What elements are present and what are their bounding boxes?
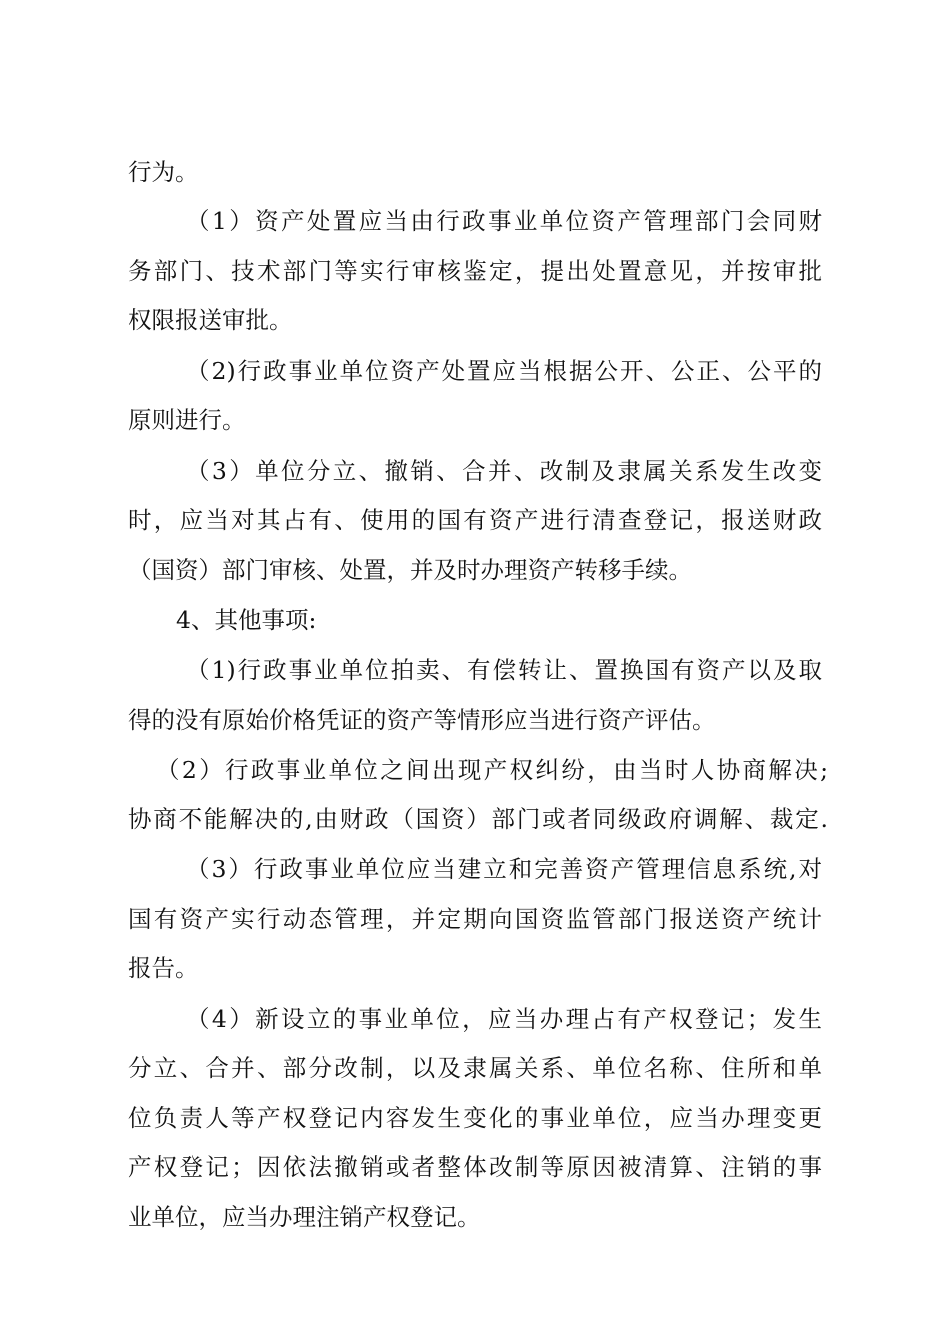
text-line: 国有资产实行动态管理，并定期向国资监管部门报送资产统计 (128, 905, 822, 933)
text-line: （2)行政事业单位资产处置应当根据公开、公正、公平的 (186, 357, 822, 385)
text-line: 得的没有原始价格凭证的资产等情形应当进行资产评估。 (128, 706, 716, 734)
text-line: 原则进行。 (128, 406, 246, 434)
text-line: 分立、合并、部分改制，以及隶属关系、单位名称、住所和单 (128, 1054, 822, 1082)
text-line: 权限报送审批。 (128, 306, 293, 334)
text-line: （1)行政事业单位拍卖、有偿转让、置换国有资产以及取 (186, 656, 822, 684)
text-line: 产权登记；因依法撤销或者整体改制等原因被清算、注销的事 (128, 1153, 822, 1181)
text-line: （4）新设立的事业单位，应当办理占有产权登记；发生 (186, 1005, 822, 1033)
text-line: （3）单位分立、撤销、合并、改制及隶属关系发生改变 (186, 457, 822, 485)
text-line: 业单位，应当办理注销产权登记。 (128, 1203, 481, 1231)
text-line: （3）行政事业单位应当建立和完善资产管理信息系统,对 (186, 855, 822, 883)
text-line: （国资）部门审核、处置，并及时办理资产转移手续。 (128, 556, 692, 584)
text-line: 务部门、技术部门等实行审核鉴定，提出处置意见，并按审批 (128, 257, 822, 285)
text-line: 时，应当对其占有、使用的国有资产进行清查登记，报送财政 (128, 506, 822, 534)
text-line: 报告。 (128, 954, 199, 982)
text-line: 位负责人等产权登记内容发生变化的事业单位，应当办理变更 (128, 1104, 822, 1132)
text-line: 行为。 (128, 158, 199, 186)
text-line: 协商不能解决的,由财政（国资）部门或者同级政府调解、裁定. (128, 805, 828, 833)
text-line: （1）资产处置应当由行政事业单位资产管理部门会同财 (186, 207, 822, 235)
text-line: （2）行政事业单位之间出现产权纠纷，由当时人协商解决; (156, 756, 828, 784)
section-heading: 4、其他事项: (176, 606, 317, 634)
